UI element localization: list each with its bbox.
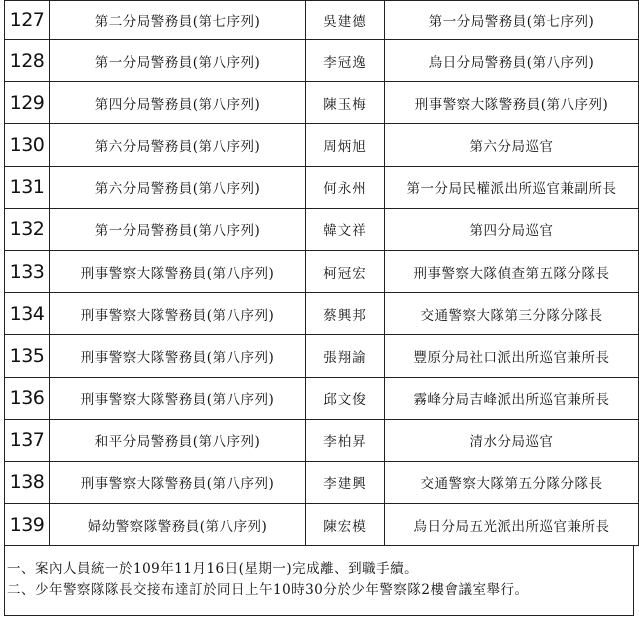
new-position-cell: 烏日分局五光派出所巡官兼所長	[385, 504, 639, 546]
new-position-cell: 刑事警察大隊警務員(第八序列)	[385, 82, 639, 124]
new-position-cell: 交通警察大隊第三分隊分隊長	[385, 293, 639, 335]
table-row	[5, 40, 639, 82]
personnel-transfer-table	[4, 0, 639, 546]
person-name-cell: 李冠逸	[306, 40, 385, 82]
new-position-cell: 交通警察大隊第五分隊分隊長	[385, 461, 639, 503]
original-position-cell: 刑事警察大隊警務員(第八序列)	[50, 335, 306, 377]
row-number-cell: 139	[5, 504, 50, 546]
row-number-cell: 132	[5, 208, 50, 250]
person-name-cell: 何永州	[306, 166, 385, 208]
new-position-cell: 烏日分局警務員(第八序列)	[385, 40, 639, 82]
original-position-cell: 第六分局警務員(第八序列)	[50, 124, 306, 166]
new-position-cell: 霧峰分局吉峰派出所巡官兼所長	[385, 377, 639, 419]
table-row	[5, 335, 639, 377]
person-name-cell: 李柏昇	[306, 419, 385, 461]
table-row	[5, 419, 639, 461]
note-line-2: 二、少年警察隊隊長交接布達訂於同日上午10時30分於少年警察隊2樓會議室舉行。	[7, 582, 529, 599]
table-row	[5, 124, 639, 166]
person-name-cell: 陳宏模	[306, 504, 385, 546]
new-position-cell: 第四分局巡官	[385, 208, 639, 250]
new-position-cell: 第一分局警務員(第七序列)	[385, 1, 639, 40]
new-position-cell: 第六分局巡官	[385, 124, 639, 166]
original-position-cell: 刑事警察大隊警務員(第八序列)	[50, 461, 306, 503]
notes-section	[4, 546, 634, 616]
original-position-cell: 第一分局警務員(第八序列)	[50, 208, 306, 250]
new-position-cell: 第一分局民權派出所巡官兼副所長	[385, 166, 639, 208]
table-row	[5, 208, 639, 250]
row-number-cell: 130	[5, 124, 50, 166]
table-body	[5, 1, 639, 546]
person-name-cell: 邱文俊	[306, 377, 385, 419]
person-name-cell: 吳建德	[306, 1, 385, 40]
new-position-cell: 豐原分局社口派出所巡官兼所長	[385, 335, 639, 377]
original-position-cell: 第二分局警務員(第七序列)	[50, 1, 306, 40]
original-position-cell: 刑事警察大隊警務員(第八序列)	[50, 377, 306, 419]
person-name-cell: 蔡興邦	[306, 293, 385, 335]
table-row	[5, 461, 639, 503]
original-position-cell: 婦幼警察隊警務員(第八序列)	[50, 504, 306, 546]
person-name-cell: 周炳旭	[306, 124, 385, 166]
person-name-cell: 張翔諭	[306, 335, 385, 377]
table-row	[5, 82, 639, 124]
person-name-cell: 李建興	[306, 461, 385, 503]
row-number-cell: 133	[5, 250, 50, 292]
row-number-cell: 138	[5, 461, 50, 503]
row-number-cell: 128	[5, 40, 50, 82]
row-number-cell: 129	[5, 82, 50, 124]
original-position-cell: 刑事警察大隊警務員(第八序列)	[50, 250, 306, 292]
row-number-cell: 131	[5, 166, 50, 208]
table-row	[5, 504, 639, 546]
person-name-cell: 陳玉梅	[306, 82, 385, 124]
row-number-cell: 134	[5, 293, 50, 335]
person-name-cell: 韓文祥	[306, 208, 385, 250]
original-position-cell: 第四分局警務員(第八序列)	[50, 82, 306, 124]
table-row	[5, 250, 639, 292]
table-row	[5, 1, 639, 40]
original-position-cell: 第六分局警務員(第八序列)	[50, 166, 306, 208]
note-line-1: 一、案內人員統一於109年11月16日(星期一)完成離、到職手續。	[7, 561, 419, 578]
table-row	[5, 293, 639, 335]
person-name-cell: 柯冠宏	[306, 250, 385, 292]
table-row	[5, 166, 639, 208]
new-position-cell: 清水分局巡官	[385, 419, 639, 461]
table-row	[5, 377, 639, 419]
row-number-cell: 136	[5, 377, 50, 419]
new-position-cell: 刑事警察大隊偵查第五隊分隊長	[385, 250, 639, 292]
original-position-cell: 第一分局警務員(第八序列)	[50, 40, 306, 82]
row-number-cell: 127	[5, 1, 50, 40]
row-number-cell: 137	[5, 419, 50, 461]
original-position-cell: 和平分局警務員(第八序列)	[50, 419, 306, 461]
original-position-cell: 刑事警察大隊警務員(第八序列)	[50, 293, 306, 335]
row-number-cell: 135	[5, 335, 50, 377]
personnel-transfer-document	[4, 0, 634, 624]
